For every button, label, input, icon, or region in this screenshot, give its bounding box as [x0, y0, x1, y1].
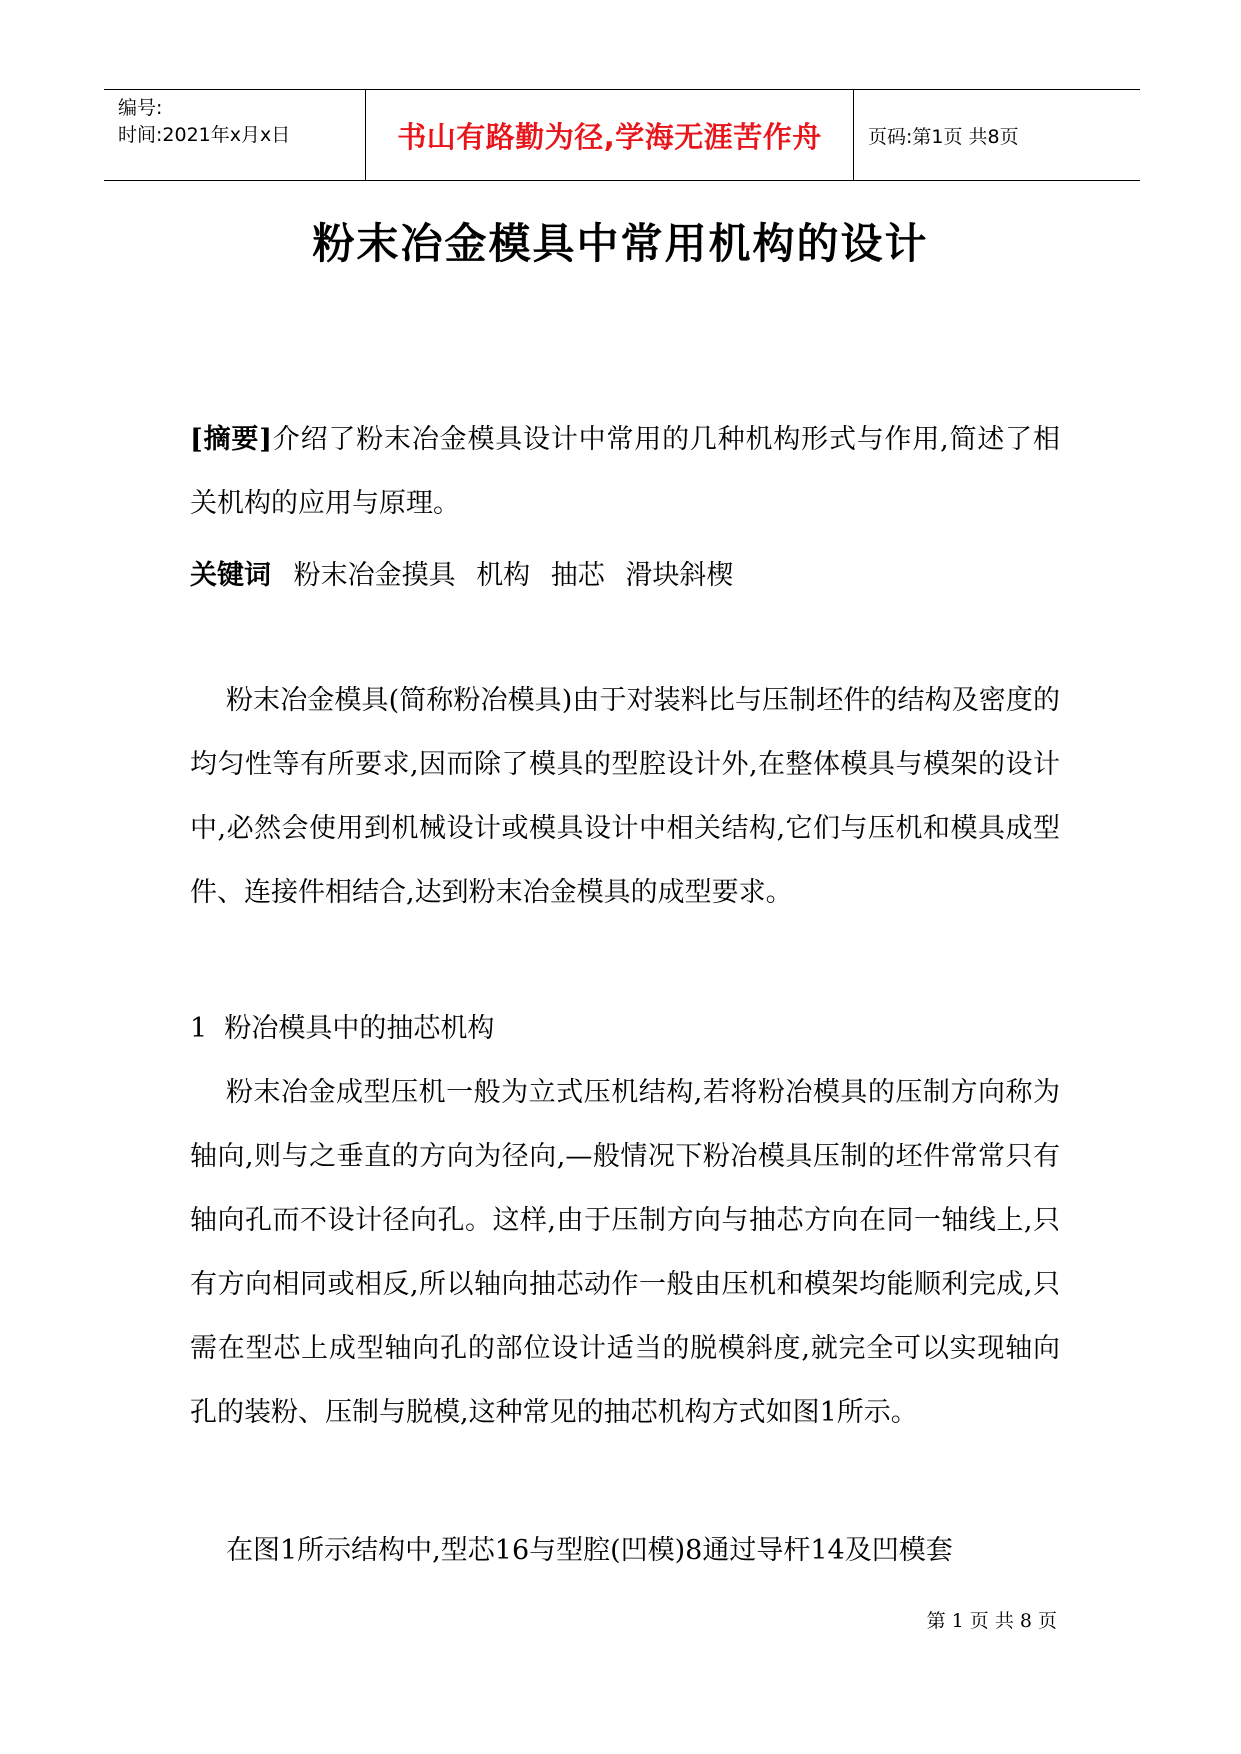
keywords-tag: 关键词 [190, 560, 271, 591]
keywords-line [190, 544, 1060, 608]
header-meta-cell [104, 90, 366, 180]
document-title: 粉末冶金模具中常用机构的设计 [312, 219, 929, 268]
keyword-item: 滑块斜楔 [625, 560, 734, 591]
core-pulling-paragraph: 粉末冶金成型压机一般为立式压机结构,若将粉冶模具的压制方向称为轴向,则与之垂直的方向为径向,—般情况下粉冶模具压制的坯件常常只有轴向孔而不设计径向孔。这样,由于压制方向与抽芯方向在同一轴线上,只有方向相同或相反,所以轴向抽芯动作一般由压机和模架均能顺利完成,只需在型芯上成型轴向孔的部位设计适当的脱模斜度,就完全可以实现轴向孔的装粉、压制与脱模,这种常见的抽芯机构方式如图1所示。 [190, 1077, 1060, 1428]
document-header [104, 89, 1140, 181]
section-heading: 1 粉冶模具中的抽芯机构 [190, 1013, 495, 1044]
keyword-item: 粉末冶金摸具 [293, 560, 456, 591]
keyword-item: 抽芯 [550, 560, 605, 591]
header-page-info: 页码:第1页 共8页 [868, 125, 1019, 148]
abstract-tag: [摘要] [190, 424, 272, 455]
page-footer: 第 1 页 共 8 页 [926, 1610, 1057, 1632]
abstract-paragraph [190, 408, 1060, 536]
document-time-label: 时间:2021年x月x日 [118, 124, 291, 146]
abstract-text: 介绍了粉末冶金模具设计中常用的几种机构形式与作用,简述了相关机构的应用与原理。 [190, 424, 1060, 519]
header-motto: 书山有路勤为径,学海无涯苦作舟 [397, 119, 822, 154]
keyword-item: 机构 [476, 560, 531, 591]
header-motto-cell [366, 90, 854, 180]
intro-paragraph: 粉末冶金模具(简称粉冶模具)由于对装料比与压制坯件的结构及密度的均匀性等有所要求,因而除了模具的型腔设计外,在整体模具与模架的设计中,必然会使用到机械设计或模具设计中相关结构,它们与压机和模具成型件、连接件相结合,达到粉末冶金模具的成型要求。 [190, 685, 1060, 908]
figure-reference-paragraph: 在图1所示结构中,型芯16与型腔(凹模)8通过导杆14及凹模套 [226, 1535, 953, 1566]
document-number-label: 编号: [118, 97, 163, 119]
header-page-cell [854, 90, 1140, 180]
